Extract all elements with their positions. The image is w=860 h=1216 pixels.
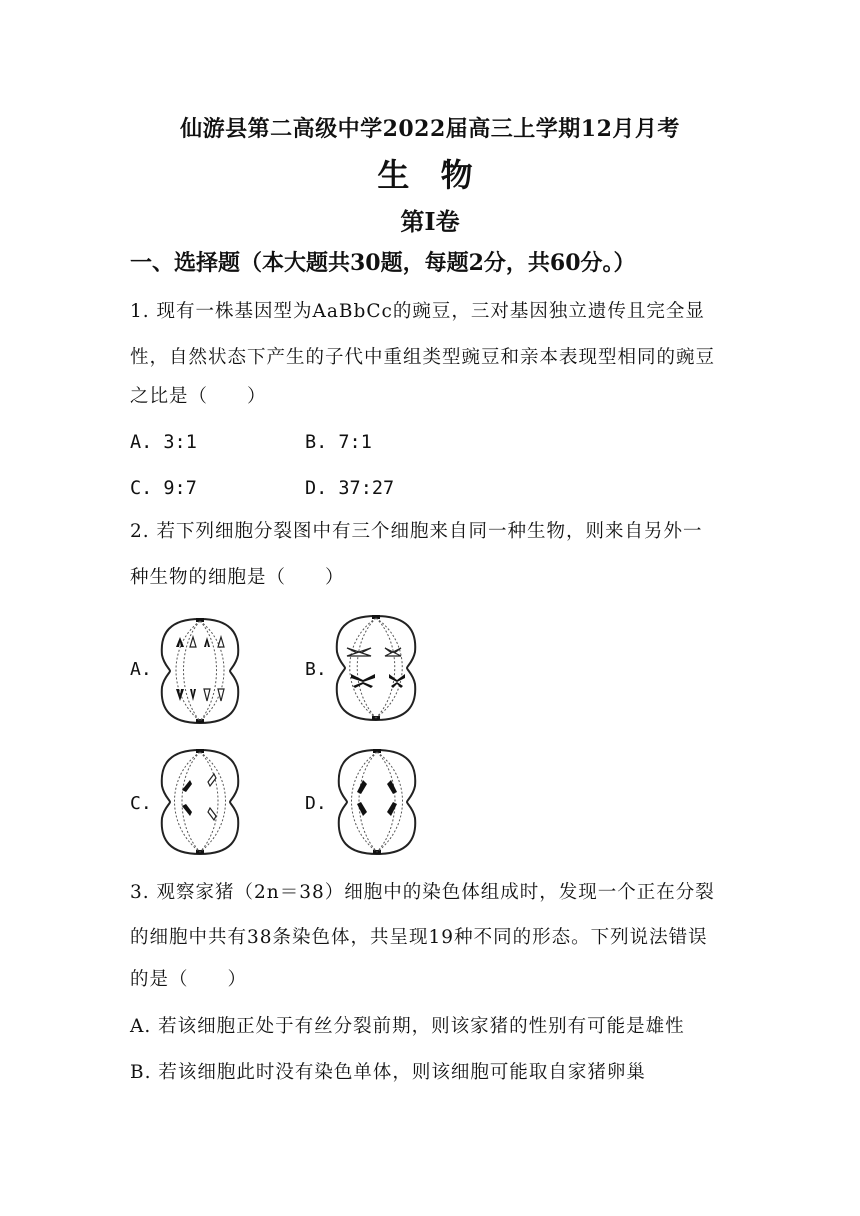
section-heading: 一、选择题（本大题共30题，每题2分，共60分。） <box>130 250 636 276</box>
cell-anaphase-four-chromosome-icon <box>335 746 419 858</box>
cell-anaphase-icon <box>158 615 242 727</box>
cell-c-label: C. <box>130 793 152 814</box>
subject-title: 生 物 <box>377 156 483 194</box>
cell-b-label: B. <box>305 659 327 680</box>
cell-d-label: D. <box>305 793 327 814</box>
q3-line-2: 的细胞中共有38条染色体，共呈现19种不同的形态。下列说法错误 <box>130 927 708 948</box>
q2-line-2: 种生物的细胞是（ ） <box>130 567 345 588</box>
q2-line-1: 2. 若下列细胞分裂图中有三个细胞来自同一种生物，则来自另外一 <box>130 521 703 542</box>
q1-option-b: B. 7:1 <box>305 432 372 453</box>
q1-line-1: 1. 现有一株基因型为AaBbCc的豌豆，三对基因独立遗传且完全显 <box>130 301 705 322</box>
cell-metaphase-icon <box>333 612 419 724</box>
q3-option-a: A. 若该细胞正处于有丝分裂前期，则该家猪的性别有可能是雄性 <box>130 1016 685 1037</box>
q1-option-d: D. 37:27 <box>305 478 395 499</box>
q3-line-3: 的是（ ） <box>130 969 248 990</box>
cell-a-label: A. <box>130 659 152 680</box>
q3-option-b: B. 若该细胞此时没有染色单体，则该细胞可能取自家猪卵巢 <box>130 1062 646 1083</box>
volume-title: 第Ⅰ卷 <box>400 207 460 236</box>
cell-anaphase-two-chromosome-icon <box>158 746 242 858</box>
q1-option-a: A. 3:1 <box>130 432 197 453</box>
q1-option-c: C. 9:7 <box>130 478 197 499</box>
q3-line-1: 3. 观察家猪（2n＝38）细胞中的染色体组成时，发现一个正在分裂 <box>130 882 715 903</box>
school-title: 仙游县第二高级中学2022届高三上学期12月月考 <box>180 116 680 142</box>
q1-line-3: 之比是（ ） <box>130 386 267 407</box>
q1-line-2: 性，自然状态下产生的子代中重组类型豌豆和亲本表现型相同的豌豆 <box>130 347 716 368</box>
